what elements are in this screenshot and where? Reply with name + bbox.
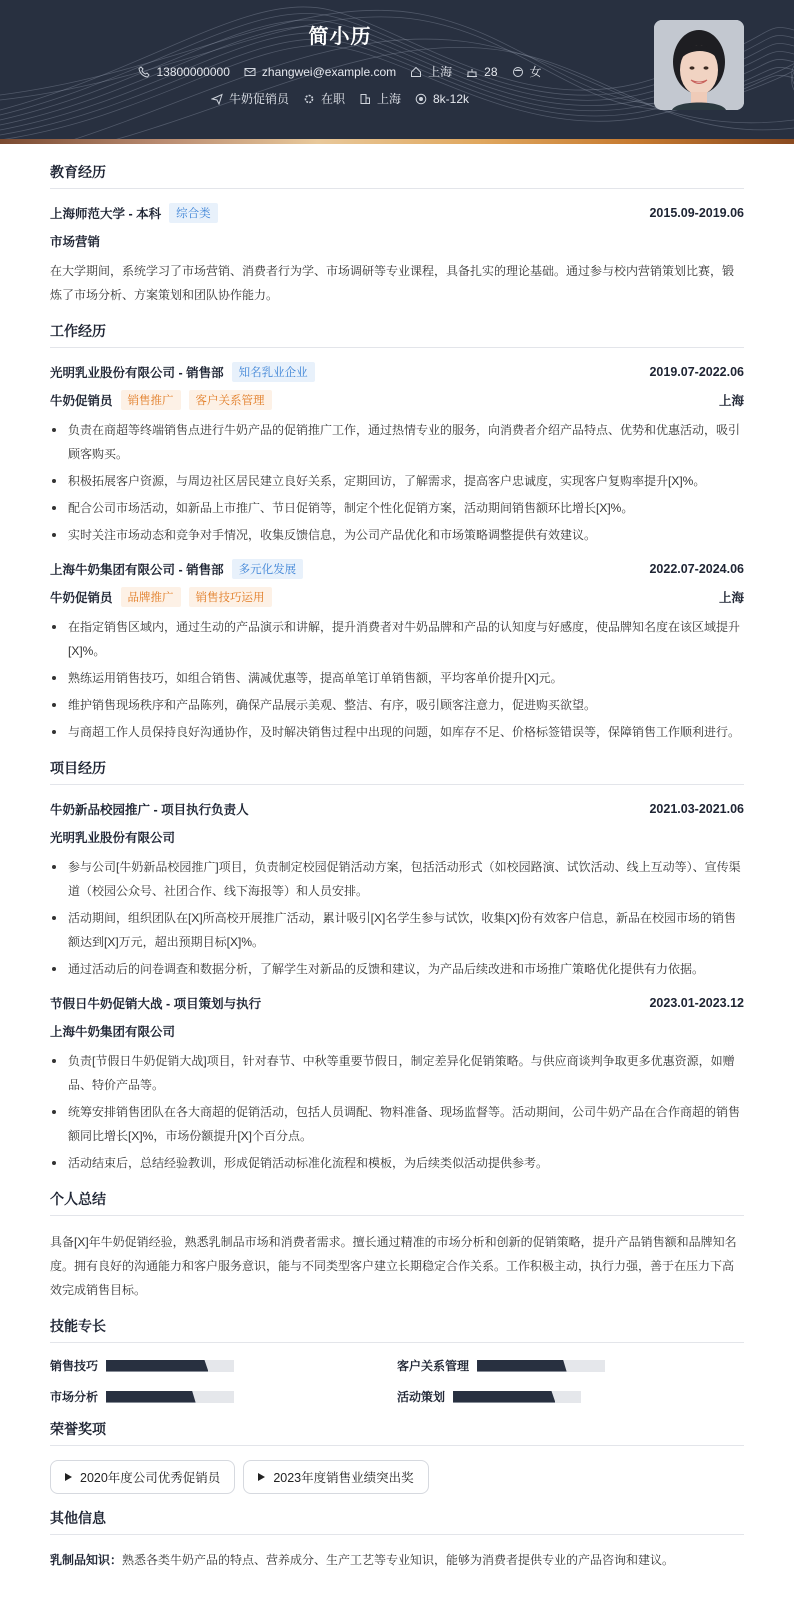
bullet-item: 熟练运用销售技巧，如组合销售、满减优惠等，提高单笔订单销售额，平均客单价提升[X]元。 xyxy=(50,666,744,690)
project-bullets xyxy=(50,1049,744,1175)
award-item: 2020年度公司优秀促销员 xyxy=(50,1460,235,1494)
phone-icon xyxy=(138,66,150,78)
skill-label: 销售技巧 xyxy=(50,1359,99,1373)
awards-section xyxy=(50,1419,744,1494)
bullet-item: 实时关注市场动态和竞争对手情况，收集反馈信息，为公司产品优化和市场策略调整提供有效建议。 xyxy=(50,523,744,547)
contact-info-row xyxy=(0,63,680,80)
skills-section xyxy=(50,1316,744,1405)
project-name: 节假日牛奶促销大战 - 项目策划与执行 xyxy=(50,997,262,1011)
skill-bar xyxy=(453,1391,581,1403)
education-description: 在大学期间，系统学习了市场营销、消费者行为学、市场调研等专业课程，具备扎实的理论基础。通过参与校内营销策划比赛，锻炼了市场分析、方案策划和团队协作能力。 xyxy=(50,264,735,302)
resume-header xyxy=(0,0,794,144)
other-info-value: 熟悉各类牛奶产品的特点、营养成分、生产工艺等专业知识，能够为消费者提供专业的产品咨询和建议。 xyxy=(122,1553,675,1567)
project-company: 光明乳业股份有限公司 xyxy=(50,831,176,845)
skill-bar xyxy=(477,1360,605,1372)
section-title: 荣誉奖项 xyxy=(50,1419,744,1446)
age-item: 28 xyxy=(466,63,497,80)
status-icon xyxy=(303,93,315,105)
bullet-item: 配合公司市场活动，如新品上市推广、节日促销等，制定个性化促销方案，活动期间销售额环比增长[X]%。 xyxy=(50,496,744,520)
position-title: 牛奶促销员 xyxy=(50,394,113,408)
skill-bar-fill xyxy=(106,1391,196,1403)
other-info-item xyxy=(50,1549,744,1571)
skill-item xyxy=(397,1357,744,1374)
project-company: 上海牛奶集团有限公司 xyxy=(50,1025,176,1039)
project-date: 2023.01-2023.12 xyxy=(649,996,744,1010)
company-tag: 多元化发展 xyxy=(232,559,304,579)
work-location: 上海 xyxy=(718,394,744,408)
email-item: zhangwei@example.com xyxy=(244,63,396,80)
bullet-item: 负责[节假日牛奶促销大战]项目，针对春节、中秋等重要节假日，制定差异化促销策略。与供应商谈判争取更多优惠资源，如赠品、特价产品等。 xyxy=(50,1049,744,1097)
skill-item xyxy=(50,1357,397,1374)
bullet-item: 积极拓展客户资源，与周边社区居民建立良好关系，定期回访，了解需求，提高客户忠诚度，实现客户复购率提升[X]%。 xyxy=(50,469,744,493)
school-type-tag: 综合类 xyxy=(169,203,218,223)
skill-tag: 销售技巧运用 xyxy=(189,587,272,607)
major: 市场营销 xyxy=(50,235,101,249)
skill-item xyxy=(50,1388,397,1405)
work-section xyxy=(50,321,744,744)
section-title: 其他信息 xyxy=(50,1508,744,1535)
bullet-item: 统筹安排销售团队在各大商超的促销活动，包括人员调配、物料准备、现场监督等。活动期间，公司牛奶产品在合作商超的销售额同比增长[X]%，市场份额提升[X]个百分点。 xyxy=(50,1100,744,1148)
work-bullets xyxy=(50,615,744,744)
send-icon xyxy=(211,93,223,105)
resume-body xyxy=(0,144,794,1605)
skill-label: 市场分析 xyxy=(50,1390,99,1404)
summary-text: 具备[X]年牛奶促销经验，熟悉乳制品市场和消费者需求。擅长通过精准的市场分析和创新的促销策略，提升产品销售额和品牌知名度。拥有良好的沟通能力和客户服务意识，能与不同类型客户建立长期稳定合作关系。工作积极主动，执行力强，善于在压力下高效完成销售目标。 xyxy=(50,1235,737,1297)
education-date: 2015.09-2019.06 xyxy=(649,206,744,220)
job-status-item: 在职 xyxy=(303,90,345,107)
home-icon xyxy=(410,66,422,78)
bullet-item: 活动期间，组织团队在[X]所高校开展推广活动，累计吸引[X]名学生参与试饮，收集[X]份有效客户信息，新品在校园市场的销售额达到[X]万元，超出预期目标[X]%。 xyxy=(50,906,744,954)
section-title: 个人总结 xyxy=(50,1189,744,1216)
bullet-item: 与商超工作人员保持良好沟通协作，及时解决销售过程中出现的问题，如库存不足、价格标签错误等，保障销售工作顺利进行。 xyxy=(50,720,744,744)
education-section xyxy=(50,162,744,307)
bullet-item: 参与公司[牛奶新品校园推广]项目，负责制定校园促销活动方案，包括活动形式（如校园路演、试饮活动、线上互动等）、宣传渠道（校园公众号、社团合作、线下海报等）和人员安排。 xyxy=(50,855,744,903)
work-bullets xyxy=(50,418,744,547)
project-entry xyxy=(50,799,744,981)
section-title: 教育经历 xyxy=(50,162,744,189)
section-title: 技能专长 xyxy=(50,1316,744,1343)
company-name: 光明乳业股份有限公司 - 销售部 xyxy=(50,366,224,380)
skill-tag: 客户关系管理 xyxy=(189,390,272,410)
work-date: 2022.07-2024.06 xyxy=(649,562,744,576)
awards-list xyxy=(50,1460,744,1494)
work-location: 上海 xyxy=(718,591,744,605)
award-item: 2023年度销售业绩突出奖 xyxy=(243,1460,428,1494)
play-triangle-icon xyxy=(65,1473,72,1481)
gender-item: 女 xyxy=(512,63,542,80)
bullet-item: 负责在商超等终端销售点进行牛奶产品的促销推广工作，通过热情专业的服务，向消费者介绍产品特点、优势和优惠活动，吸引顾客购买。 xyxy=(50,418,744,466)
mail-icon xyxy=(244,66,256,78)
accent-stripe xyxy=(0,139,794,144)
work-entry xyxy=(50,559,744,744)
portrait-image xyxy=(654,20,744,110)
gender-icon xyxy=(512,66,524,78)
skill-tag: 品牌推广 xyxy=(121,587,181,607)
company-name: 上海牛奶集团有限公司 - 销售部 xyxy=(50,563,224,577)
school-name: 上海师范大学 - 本科 xyxy=(50,207,162,221)
skill-bar xyxy=(106,1360,234,1372)
location-item: 上海 xyxy=(410,63,452,80)
skills-grid xyxy=(50,1357,744,1405)
play-triangle-icon xyxy=(258,1473,265,1481)
salary-item: 8k-12k xyxy=(415,90,469,107)
job-info-row xyxy=(0,90,680,107)
bullet-item: 活动结束后，总结经验教训，形成促销活动标准化流程和模板，为后续类似活动提供参考。 xyxy=(50,1151,744,1175)
project-entry xyxy=(50,993,744,1175)
skill-bar-fill xyxy=(106,1360,208,1372)
target-city-item: 上海 xyxy=(359,90,401,107)
skill-bar-fill xyxy=(453,1391,555,1403)
skill-bar xyxy=(106,1391,234,1403)
avatar-photo xyxy=(654,20,744,110)
skill-item xyxy=(397,1388,744,1405)
work-date: 2019.07-2022.06 xyxy=(649,365,744,379)
position-title: 牛奶促销员 xyxy=(50,591,113,605)
skill-tag: 销售推广 xyxy=(121,390,181,410)
bullet-item: 通过活动后的问卷调查和数据分析，了解学生对新品的反馈和建议，为产品后续改进和市场推广策略优化提供有力依据。 xyxy=(50,957,744,981)
section-title: 工作经历 xyxy=(50,321,744,348)
other-info-key: 乳制品知识： xyxy=(50,1553,123,1567)
project-bullets xyxy=(50,855,744,981)
skill-label: 活动策划 xyxy=(397,1390,446,1404)
candidate-name: 简小历 xyxy=(308,26,372,48)
work-entry xyxy=(50,362,744,547)
summary-section xyxy=(50,1189,744,1302)
age-icon xyxy=(466,66,478,78)
other-info-section xyxy=(50,1508,744,1571)
skill-bar-fill xyxy=(477,1360,567,1372)
salary-icon xyxy=(415,93,427,105)
target-position-item: 牛奶促销员 xyxy=(211,90,289,107)
phone-item: 13800000000 xyxy=(138,63,229,80)
section-title: 项目经历 xyxy=(50,758,744,785)
skill-label: 客户关系管理 xyxy=(397,1359,470,1373)
project-date: 2021.03-2021.06 xyxy=(649,802,744,816)
project-name: 牛奶新品校园推广 - 项目执行负责人 xyxy=(50,803,249,817)
bullet-item: 在指定销售区域内，通过生动的产品演示和讲解，提升消费者对牛奶品牌和产品的认知度与好感度，使品牌知名度在该区域提升[X]%。 xyxy=(50,615,744,663)
projects-section xyxy=(50,758,744,1175)
education-entry xyxy=(50,203,744,307)
bullet-item: 维护销售现场秩序和产品陈列，确保产品展示美观、整洁、有序，吸引顾客注意力，促进购买欲望。 xyxy=(50,693,744,717)
company-tag: 知名乳业企业 xyxy=(232,362,315,382)
building-icon xyxy=(359,93,371,105)
